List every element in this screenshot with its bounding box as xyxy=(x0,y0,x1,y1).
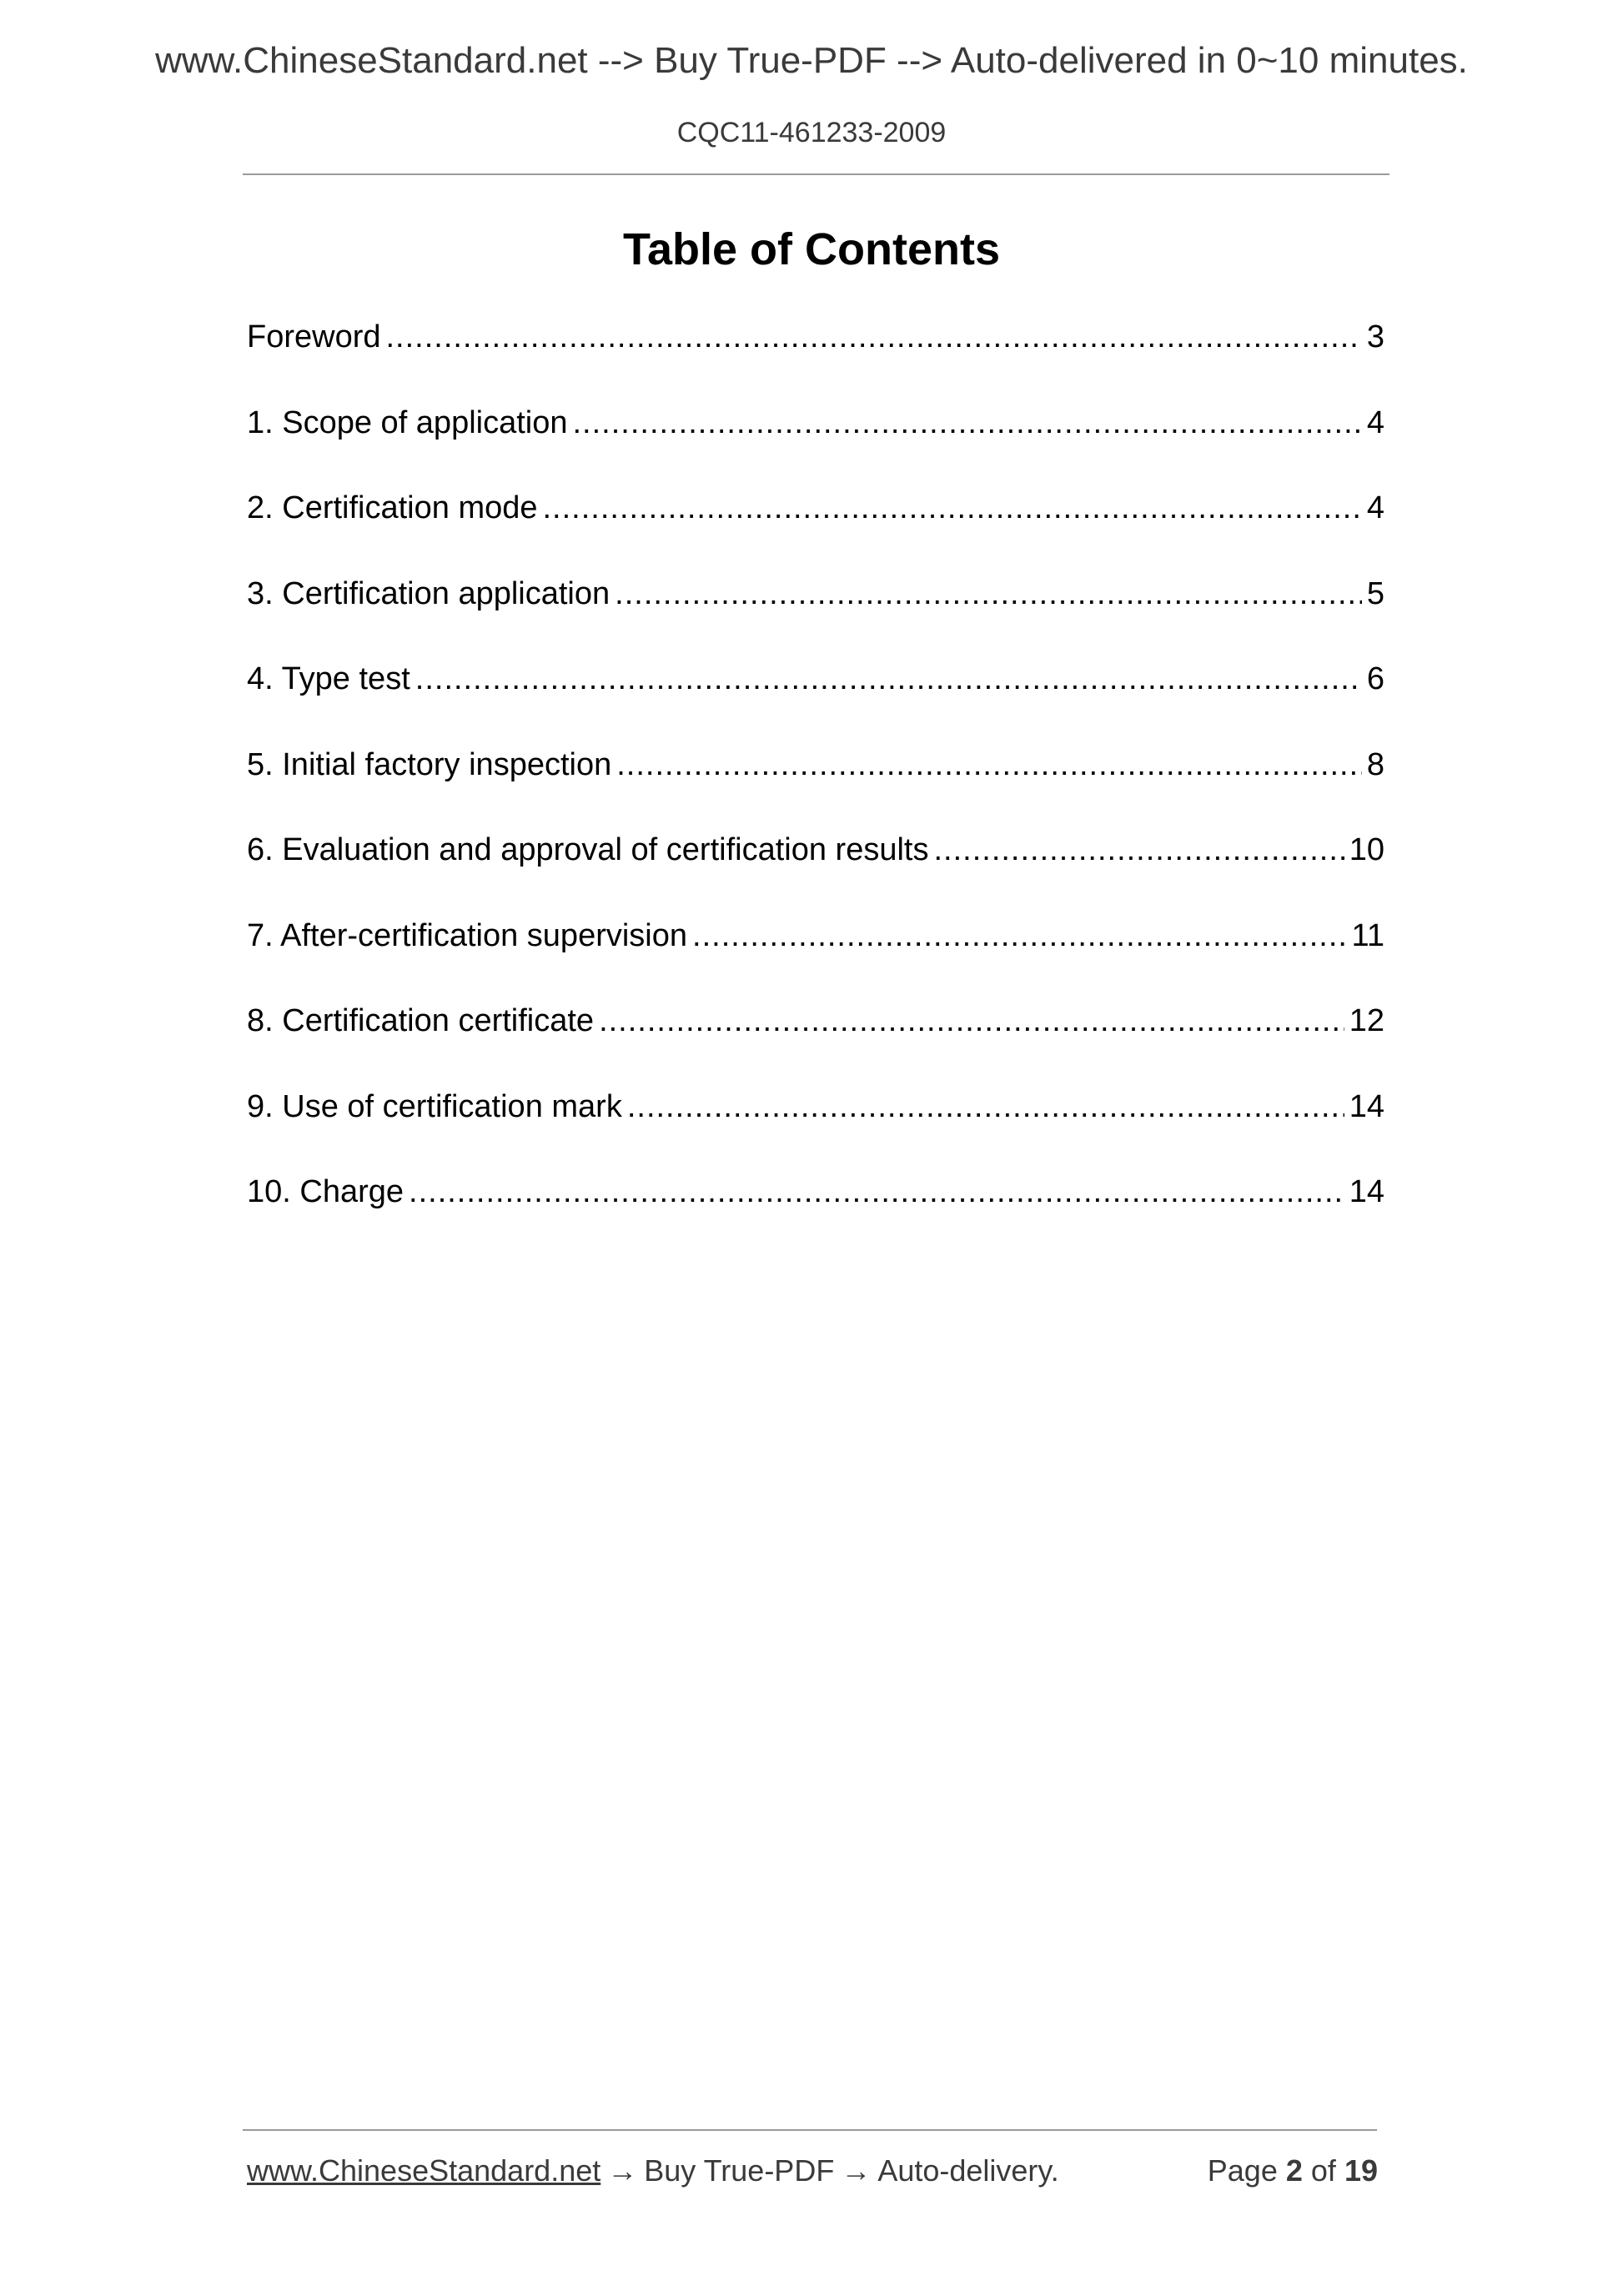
toc-entry-page: 11 xyxy=(1351,917,1384,953)
toc-entry-label: Foreword xyxy=(247,319,381,354)
toc-entry-label: 6. Evaluation and approval of certification results xyxy=(247,832,929,867)
toc-entry-certification-certificate[interactable] xyxy=(247,999,1384,1085)
toc-entry-page: 4 xyxy=(1366,404,1384,440)
toc-entry-page: 4 xyxy=(1366,490,1384,525)
current-page-number: 2 xyxy=(1285,2153,1303,2188)
toc-entry-page: 14 xyxy=(1349,1088,1384,1124)
header-divider xyxy=(243,173,1389,175)
toc-entry-label: 4. Type test xyxy=(247,661,410,696)
total-page-number: 19 xyxy=(1344,2153,1378,2188)
footer-buy-text: Buy True-PDF xyxy=(644,2153,835,2188)
toc-entry-label: 5. Initial factory inspection xyxy=(247,746,612,782)
toc-dot-leader xyxy=(615,572,1362,615)
toc-entry-page: 5 xyxy=(1366,575,1384,611)
toc-entry-label: 2. Certification mode xyxy=(247,490,538,525)
toc-title: Table of Contents xyxy=(623,224,1000,274)
toc-entry-label: 8. Certification certificate xyxy=(247,1003,595,1038)
toc-entry-label: 1. Scope of application xyxy=(247,404,568,440)
toc-entry-page: 14 xyxy=(1349,1174,1384,1209)
toc-entry-charge[interactable] xyxy=(247,1170,1384,1256)
document-code: CQC11-461233-2009 xyxy=(676,117,947,148)
toc-entry-label: 9. Use of certification mark xyxy=(247,1088,622,1124)
of-word: of xyxy=(1310,2153,1336,2188)
page-indicator xyxy=(1208,2153,1378,2188)
footer-divider xyxy=(243,2129,1377,2131)
toc-entry-page: 3 xyxy=(1366,319,1384,354)
footer-promo xyxy=(247,2153,1059,2188)
top-banner: www.ChineseStandard.net --> Buy True-PDF --> Auto-delivered in 0~10 minutes. xyxy=(155,40,1468,81)
page-word: Page xyxy=(1207,2153,1278,2188)
toc-entry-page: 12 xyxy=(1349,1003,1384,1038)
toc-dot-leader xyxy=(599,999,1344,1042)
toc-entry-certification-application[interactable] xyxy=(247,572,1384,658)
toc-dot-leader xyxy=(616,743,1362,786)
toc-entry-label: 3. Certification application xyxy=(247,575,611,611)
toc-dot-leader xyxy=(409,1170,1344,1213)
toc-list xyxy=(247,315,1384,1256)
footer-site-link[interactable]: www.ChineseStandard.net xyxy=(247,2153,601,2188)
toc-entry-after-certification-supervision[interactable] xyxy=(247,914,1384,1000)
toc-dot-leader xyxy=(573,401,1362,445)
toc-entry-page: 8 xyxy=(1366,746,1384,782)
toc-dot-leader xyxy=(692,914,1347,957)
toc-entry-foreword[interactable] xyxy=(247,315,1384,401)
toc-dot-leader xyxy=(627,1085,1344,1128)
toc-dot-leader xyxy=(933,828,1344,872)
toc-entry-certification-mark[interactable] xyxy=(247,1085,1384,1171)
right-arrow-icon: → xyxy=(841,2153,872,2188)
footer-delivery-text: Auto-delivery. xyxy=(877,2153,1059,2188)
toc-dot-leader xyxy=(415,657,1362,701)
toc-entry-evaluation-approval[interactable] xyxy=(247,828,1384,914)
right-arrow-icon: → xyxy=(607,2153,638,2188)
toc-dot-leader xyxy=(386,315,1362,359)
toc-entry-certification-mode[interactable] xyxy=(247,486,1384,572)
toc-entry-scope[interactable] xyxy=(247,401,1384,487)
toc-entry-label: 10. Charge xyxy=(247,1174,404,1209)
toc-dot-leader xyxy=(543,486,1362,530)
toc-entry-page: 10 xyxy=(1349,832,1384,867)
toc-entry-initial-factory-inspection[interactable] xyxy=(247,743,1384,829)
toc-entry-page: 6 xyxy=(1366,661,1384,696)
toc-entry-label: 7. After-certification supervision xyxy=(247,917,688,953)
toc-entry-type-test[interactable] xyxy=(247,657,1384,743)
